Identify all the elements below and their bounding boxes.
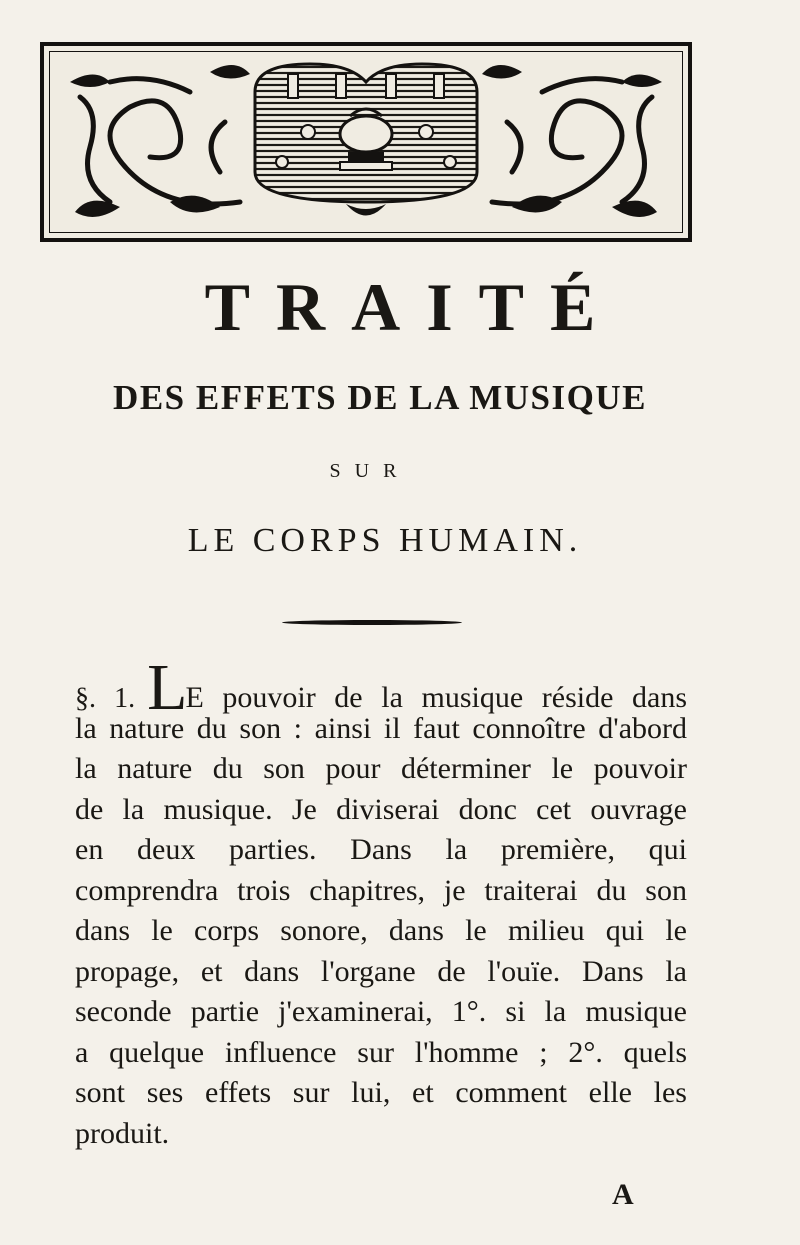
text-line: en deux parties. Dans la première, qui bbox=[75, 833, 687, 866]
title-object: LE CORPS HUMAIN. bbox=[187, 522, 583, 559]
title-connector: SUR bbox=[329, 460, 411, 482]
text-line: sont ses effets sur lui, et comment elle les bbox=[75, 1076, 687, 1109]
text-line: produit. bbox=[75, 1116, 170, 1150]
title-main: TRAITÉ bbox=[204, 269, 622, 345]
signature-mark: A bbox=[612, 1178, 634, 1211]
text-line: a quelque influence sur l'homme ; 2°. quels bbox=[75, 1035, 687, 1069]
drop-cap: L bbox=[147, 651, 186, 724]
text-line bbox=[75, 651, 687, 724]
section-marker: §. 1. bbox=[75, 683, 136, 714]
floral-headpiece-icon bbox=[50, 52, 682, 230]
text-line: la nature du son pour déterminer le pouvoir bbox=[75, 752, 687, 785]
text-line: de la musique. Je diviserai donc cet ouvrage bbox=[75, 792, 687, 826]
text-line: la nature du son : ainsi il faut connoître d'abord bbox=[75, 711, 687, 745]
title-divider-rule bbox=[282, 620, 462, 625]
text-line: seconde partie j'examinerai, 1°. si la musique bbox=[75, 995, 687, 1028]
text-line-content: E pouvoir de la musique réside dans bbox=[185, 681, 687, 714]
text-line: dans le corps sonore, dans le milieu qui le bbox=[75, 914, 687, 947]
text-line: propage, et dans l'organe de l'ouïe. Dans la bbox=[75, 954, 687, 988]
section-1-body bbox=[75, 651, 687, 1154]
text-line: comprendra trois chapitres, je traiterai du son bbox=[75, 873, 687, 907]
headpiece-ornament bbox=[40, 42, 692, 242]
title-subtitle: DES EFFETS DE LA MUSIQUE bbox=[113, 378, 647, 417]
